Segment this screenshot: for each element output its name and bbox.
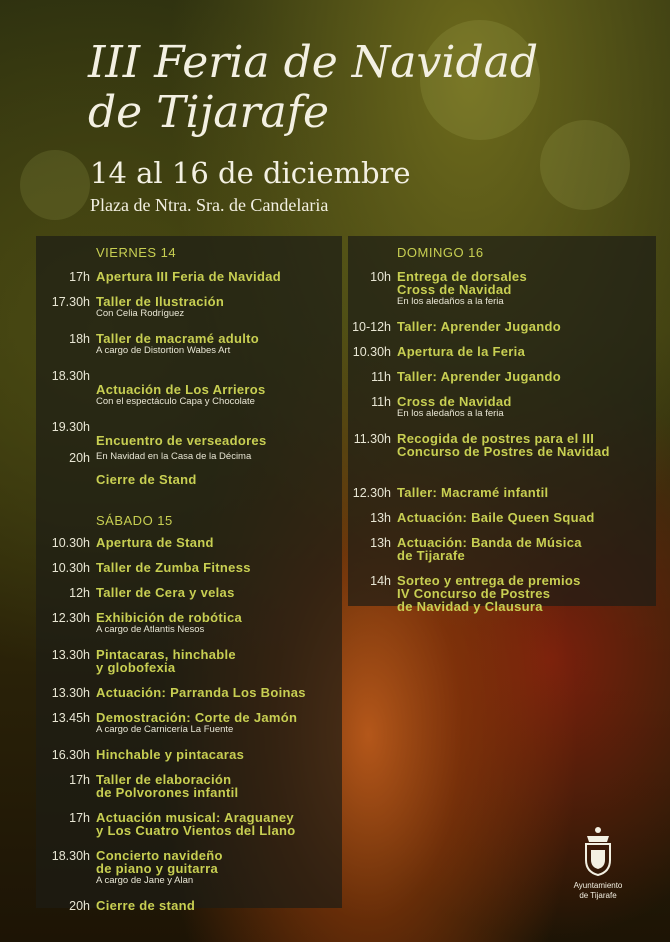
event-title: Entrega de dorsales bbox=[397, 269, 527, 284]
event-time: 11.30h bbox=[353, 432, 391, 446]
schedule-event bbox=[51, 647, 340, 675]
event-title: Exhibición de robótica bbox=[96, 610, 243, 625]
event-title: Pintacaras, hinchable bbox=[96, 647, 236, 662]
event-time: 10.30h bbox=[51, 561, 90, 575]
event-title: Apertura de Stand bbox=[96, 535, 214, 550]
schedule-event bbox=[51, 369, 340, 383]
event-title: Taller de Ilustración bbox=[96, 294, 225, 309]
day-heading: DOMINGO 16 bbox=[397, 245, 484, 260]
schedule-event bbox=[352, 319, 655, 334]
event-title: Actuación: Banda de Música bbox=[397, 535, 582, 550]
event-time: 13h bbox=[370, 536, 391, 550]
event-title: Taller de macramé adulto bbox=[96, 331, 260, 346]
event-title: de Tijarafe bbox=[397, 548, 466, 563]
event-title: de Navidad y Clausura bbox=[397, 599, 543, 614]
event-time: 14h bbox=[370, 574, 391, 588]
event-title: Actuación musical: Araguaney bbox=[96, 810, 294, 825]
event-time: 17h bbox=[69, 270, 90, 284]
schedule-event bbox=[352, 344, 655, 359]
schedule-event bbox=[51, 848, 340, 887]
event-time: 18.30h bbox=[51, 369, 90, 383]
title-line-1: III Feria de Navidad bbox=[88, 37, 539, 88]
event-subtitle: A cargo de Jane y Alan bbox=[96, 875, 194, 886]
event-time: 18h bbox=[69, 332, 90, 346]
event-time: 13.45h bbox=[51, 711, 90, 725]
event-subtitle: En los aledaños a la feria bbox=[397, 408, 504, 419]
schedule-event bbox=[69, 585, 340, 600]
schedule-event bbox=[69, 810, 340, 838]
schedule-event bbox=[69, 269, 340, 284]
schedule-event bbox=[69, 898, 340, 913]
event-title: y globofexia bbox=[96, 660, 176, 675]
schedule-event bbox=[51, 685, 340, 700]
schedule-event bbox=[51, 420, 340, 434]
event-dates: 14 al 16 de diciembre bbox=[90, 156, 411, 190]
day-heading: SÁBADO 15 bbox=[96, 513, 173, 528]
event-time: 16.30h bbox=[51, 748, 90, 762]
event-title: Cierre de Stand bbox=[96, 472, 197, 487]
event-title: Taller de Cera y velas bbox=[96, 585, 235, 600]
event-subtitle: A cargo de Atlantis Nesos bbox=[96, 624, 205, 635]
schedule-event bbox=[69, 331, 340, 357]
schedule-event bbox=[69, 772, 340, 800]
event-title: y Los Cuatro Vientos del Llano bbox=[96, 823, 296, 838]
schedule-event bbox=[370, 510, 655, 525]
event-title: IV Concurso de Postres bbox=[397, 586, 551, 601]
schedule-event bbox=[51, 747, 340, 762]
event-title: Actuación de Los Arrieros bbox=[96, 382, 266, 397]
event-title: Hinchable y pintacaras bbox=[96, 747, 245, 762]
schedule-event bbox=[371, 369, 655, 384]
day-heading: VIERNES 14 bbox=[96, 245, 177, 260]
schedule-event bbox=[370, 535, 655, 563]
schedule-event bbox=[96, 383, 340, 408]
schedule-event bbox=[96, 434, 340, 447]
event-time: 12h bbox=[69, 586, 90, 600]
event-title: Apertura III Feria de Navidad bbox=[96, 269, 281, 284]
logo-label-1: Ayuntamiento bbox=[573, 881, 623, 890]
event-title: Actuación: Parranda Los Boinas bbox=[96, 685, 306, 700]
event-subtitle: A cargo de Distortion Wabes Art bbox=[96, 345, 231, 356]
schedule-event bbox=[51, 610, 340, 636]
event-time: 18.30h bbox=[51, 849, 90, 863]
event-time: 11h bbox=[371, 370, 391, 384]
event-time: 11h bbox=[371, 395, 391, 409]
schedule-event bbox=[51, 294, 340, 320]
event-time: 10h bbox=[370, 270, 391, 284]
bokeh-light bbox=[20, 150, 90, 220]
event-time: 20h bbox=[69, 451, 90, 465]
event-title: Taller: Aprender Jugando bbox=[397, 369, 561, 384]
event-subtitle: En Navidad en la Casa de la Décima bbox=[96, 451, 252, 462]
event-time: 12.30h bbox=[352, 486, 391, 500]
schedule-event bbox=[353, 431, 655, 459]
event-title: Concierto navideño bbox=[96, 848, 223, 863]
event-title: Cierre de stand bbox=[96, 898, 196, 913]
schedule-event bbox=[96, 473, 340, 486]
event-time: 13.30h bbox=[51, 686, 90, 700]
event-title: Taller de Zumba Fitness bbox=[96, 560, 251, 575]
event-time: 13h bbox=[370, 511, 391, 525]
event-venue: Plaza de Ntra. Sra. de Candelaria bbox=[90, 195, 329, 215]
schedule-event bbox=[51, 535, 340, 550]
event-subtitle: A cargo de Carnicería La Fuente bbox=[96, 724, 234, 735]
event-title: Sorteo y entrega de premios bbox=[397, 573, 581, 588]
event-title: Actuación: Baile Queen Squad bbox=[397, 510, 595, 525]
right-schedule bbox=[352, 242, 655, 614]
event-subtitle: Con el espectáculo Capa y Chocolate bbox=[96, 396, 255, 407]
event-title: Taller de elaboración bbox=[96, 772, 232, 787]
event-title: Taller: Aprender Jugando bbox=[397, 319, 561, 334]
coat-of-arms-icon bbox=[582, 826, 614, 876]
schedule-event bbox=[371, 394, 655, 420]
event-time: 17.30h bbox=[51, 295, 90, 309]
event-title: Recogida de postres para el III bbox=[397, 431, 595, 446]
event-subtitle: Con Celia Rodríguez bbox=[96, 308, 185, 319]
schedule-event bbox=[370, 269, 655, 308]
event-title: Cross de Navidad bbox=[397, 282, 512, 297]
event-title: de Polvorones infantil bbox=[96, 785, 239, 800]
event-time: 19.30h bbox=[51, 420, 90, 434]
ayuntamiento-logo bbox=[566, 826, 630, 901]
event-subtitle: En los aledaños a la feria bbox=[397, 296, 504, 307]
event-time: 13.30h bbox=[51, 648, 90, 662]
schedule-event bbox=[51, 560, 340, 575]
schedule-event bbox=[69, 451, 340, 465]
event-title: Taller: Macramé infantil bbox=[397, 485, 549, 500]
event-title: Encuentro de verseadores bbox=[96, 433, 267, 448]
bokeh-light bbox=[540, 120, 630, 210]
event-time: 20h bbox=[69, 899, 90, 913]
event-title: de piano y guitarra bbox=[96, 861, 219, 876]
event-title: Apertura de la Feria bbox=[397, 344, 526, 359]
left-schedule bbox=[51, 242, 340, 913]
event-time: 12.30h bbox=[51, 611, 90, 625]
event-time: 10.30h bbox=[352, 345, 391, 359]
event-time: 10-12h bbox=[352, 320, 391, 334]
event-title: Demostración: Corte de Jamón bbox=[96, 710, 298, 725]
event-time: 10.30h bbox=[51, 536, 90, 550]
event-time: 17h bbox=[69, 811, 90, 825]
poster-title bbox=[88, 38, 538, 138]
logo-label-2: de Tijarafe bbox=[579, 891, 617, 900]
event-title: Cross de Navidad bbox=[397, 394, 512, 409]
schedule-event bbox=[370, 573, 655, 614]
title-line-2: de Tijarafe bbox=[88, 87, 330, 138]
schedule-event bbox=[352, 485, 655, 500]
event-title: Concurso de Postres de Navidad bbox=[397, 444, 610, 459]
event-time: 17h bbox=[69, 773, 90, 787]
schedule-event bbox=[51, 710, 340, 736]
